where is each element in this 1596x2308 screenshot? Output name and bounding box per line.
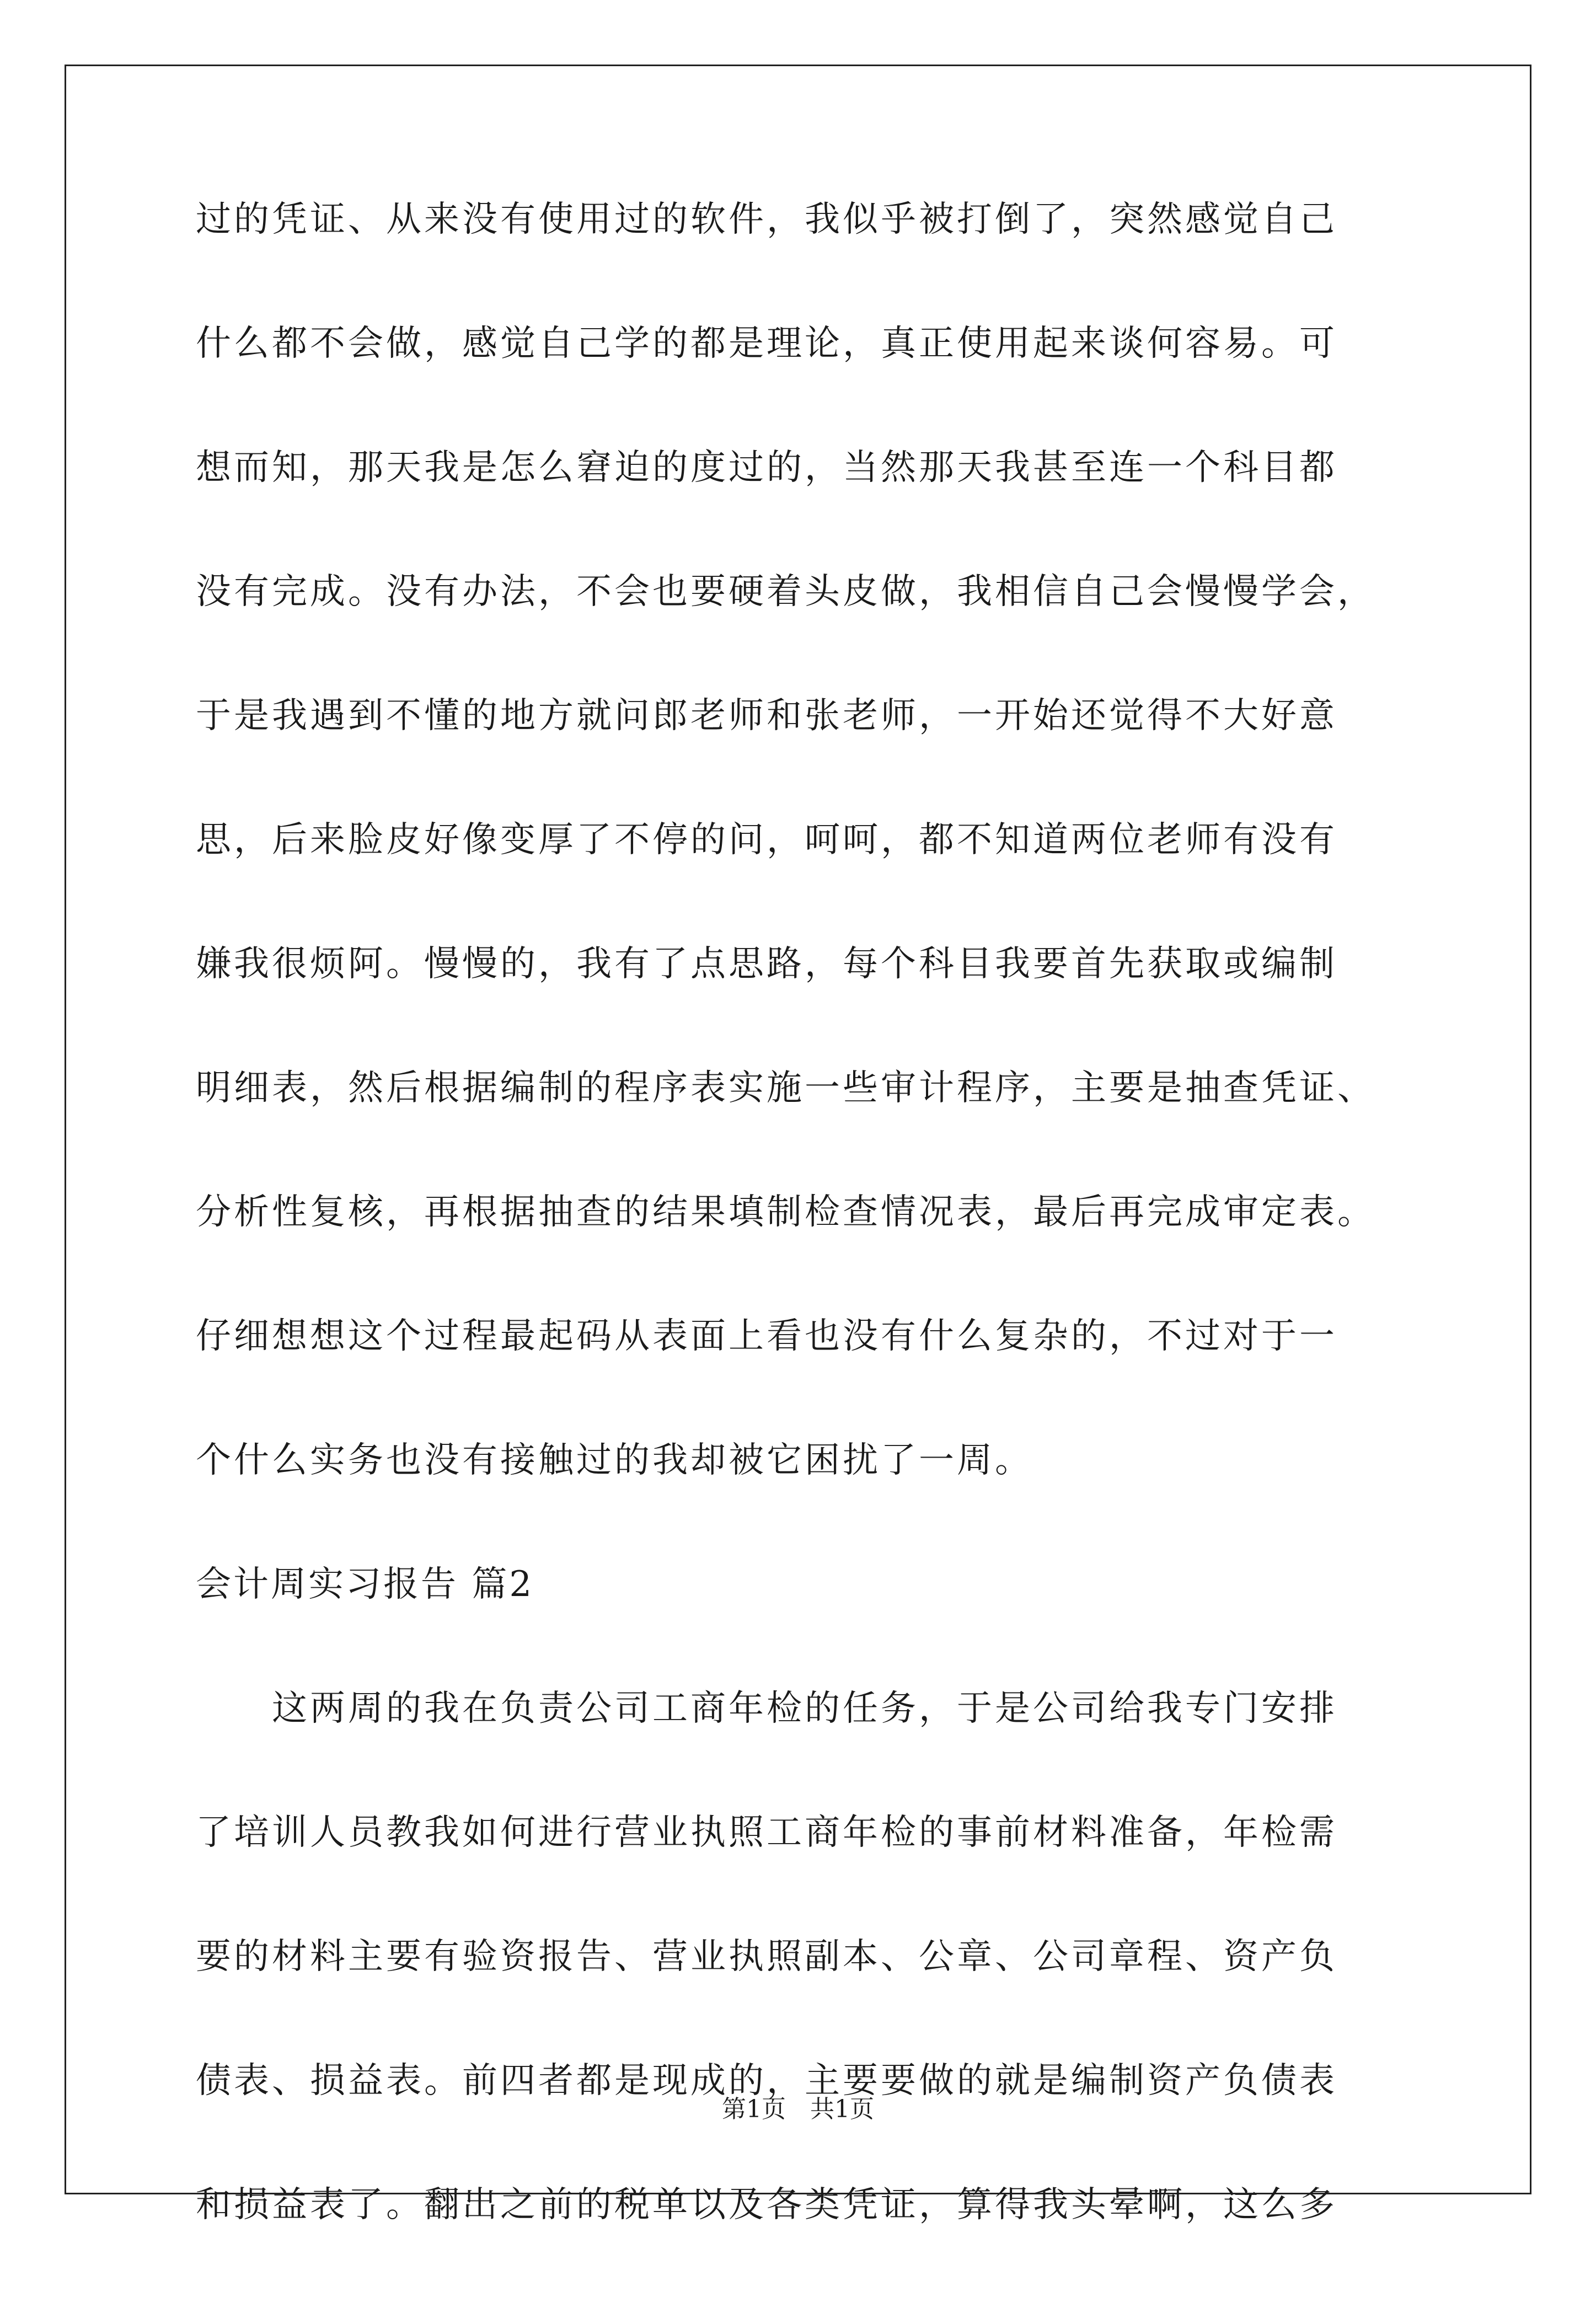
document-body (196, 199, 1398, 2308)
paragraph-line: 明细表，然后根据编制的程序表实施一些审计程序，主要是抽查凭证、 (196, 1068, 1375, 1109)
paragraph-line: 什么都不会做，感觉自己学的都是理论，真正使用起来谈何容易。可 (196, 323, 1337, 364)
paragraph-line: 了培训人员教我如何进行营业执照工商年检的事前材料准备，年检需 (196, 1812, 1337, 1853)
paragraph-line: 没有完成。没有办法，不会也要硬着头皮做，我相信自己会慢慢学会， (196, 571, 1375, 612)
paragraph-line: 于是我遇到不懂的地方就问郎老师和张老师，一开始还觉得不大好意 (196, 695, 1337, 736)
section-heading: 会计周实习报告 篇2 (196, 1564, 534, 1605)
paragraph-line: 个什么实务也没有接触过的我却被它困扰了一周。 (196, 1440, 1033, 1481)
paragraph-line: 过的凭证、从来没有使用过的软件，我似乎被打倒了，突然感觉自己 (196, 199, 1337, 240)
page-number-footer: 第1页 共1页 (722, 2095, 874, 2123)
paragraph-line: 债表、损益表。前四者都是现成的，主要要做的就是编制资产负债表 (196, 2060, 1337, 2101)
paragraph-line: 嫌我很烦阿。慢慢的，我有了点思路，每个科目我要首先获取或编制 (196, 944, 1337, 984)
paragraph-line: 分析性复核，再根据抽查的结果填制检查情况表，最后再完成审定表。 (196, 1192, 1375, 1233)
paragraph-line: 思，后来脸皮好像变厚了不停的问，呵呵，都不知道两位老师有没有 (196, 820, 1337, 860)
paragraph-line: 要的材料主要有验资报告、营业执照副本、公章、公司章程、资产负 (196, 1936, 1337, 1977)
paragraph-line: 想而知，那天我是怎么窘迫的度过的，当然那天我甚至连一个科目都 (196, 447, 1337, 488)
paragraph-line: 仔细想想这个过程最起码从表面上看也没有什么复杂的，不过对于一 (196, 1316, 1337, 1357)
paragraph-line: 和损益表了。翻出之前的税单以及各类凭证，算得我头晕啊，这么多 (196, 2184, 1337, 2225)
paragraph-line: 这两周的我在负责公司工商年检的任务，于是公司给我专门安排 (196, 1688, 1337, 1729)
